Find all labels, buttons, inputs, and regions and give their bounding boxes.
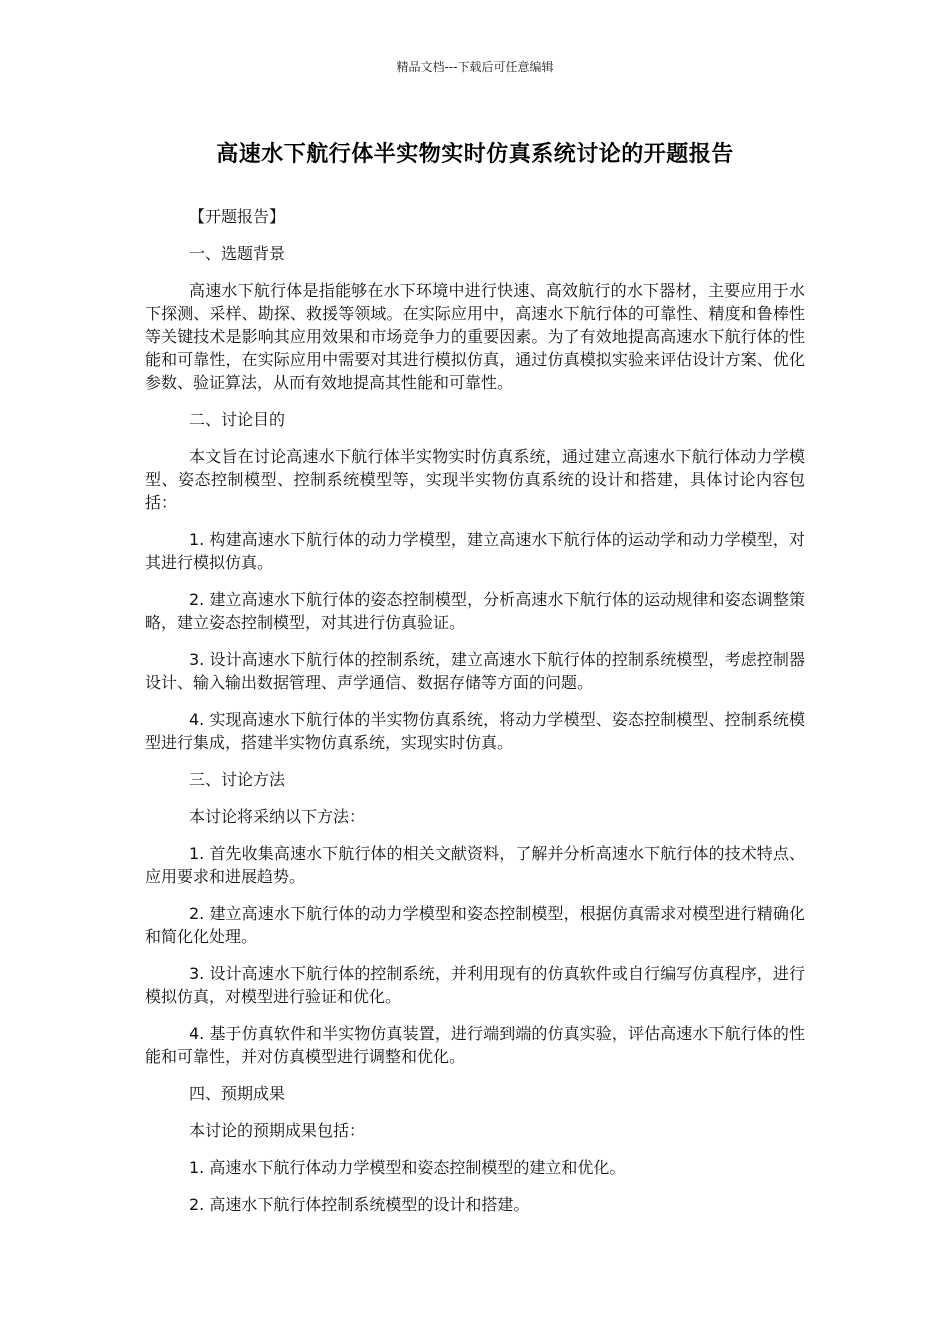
method-item-2: 2. 建立高速水下航行体的动力学模型和姿态控制模型，根据仿真需求对模型进行精确化和简化化处理。 — [145, 904, 805, 946]
results-item-1: 1. 高速水下航行体动力学模型和姿态控制模型的建立和优化。 — [189, 1158, 626, 1177]
section-heading-results: 四、预期成果 — [189, 1084, 286, 1103]
section-heading-method: 三、讨论方法 — [189, 770, 286, 789]
document-title: 高速水下航行体半实物实时仿真系统讨论的开题报告 — [216, 142, 734, 167]
purpose-item-2: 2. 建立高速水下航行体的姿态控制模型，分析高速水下航行体的运动规律和姿态调整策略，建立姿态控制模型，对其进行仿真验证。 — [145, 590, 805, 632]
document-body — [145, 205, 805, 1216]
purpose-item-1: 1. 构建高速水下航行体的动力学模型，建立高速水下航行体的运动学和动力学模型，对其进行模拟仿真。 — [145, 530, 805, 572]
purpose-item-4: 4. 实现高速水下航行体的半实物仿真系统，将动力学模型、姿态控制模型、控制系统模型进行集成，搭建半实物仿真系统，实现实时仿真。 — [145, 710, 805, 752]
section-heading-purpose: 二、讨论目的 — [189, 410, 286, 429]
method-intro: 本讨论将采纳以下方法： — [189, 807, 366, 826]
results-item-2: 2. 高速水下航行体控制系统模型的设计和搭建。 — [189, 1195, 530, 1214]
method-item-1: 1. 首先收集高速水下航行体的相关文献资料，了解并分析高速水下航行体的技术特点、应用要求和进展趋势。 — [145, 844, 805, 886]
purpose-paragraph: 本文旨在讨论高速水下航行体半实物实时仿真系统，通过建立高速水下航行体动力学模型、姿态控制模型、控制系统模型等，实现半实物仿真系统的设计和搭建，具体讨论内容包括： — [145, 447, 805, 512]
section-heading-background: 一、选题背景 — [189, 244, 286, 263]
method-item-4: 4. 基于仿真软件和半实物仿真装置，进行端到端的仿真实验，评估高速水下航行体的性能和可靠性，并对仿真模型进行调整和优化。 — [145, 1024, 805, 1066]
method-item-3: 3. 设计高速水下航行体的控制系统，并利用现有的仿真软件或自行编写仿真程序，进行模拟仿真，对模型进行验证和优化。 — [145, 964, 805, 1006]
section-label: 【开题报告】 — [189, 207, 286, 226]
purpose-item-3: 3. 设计高速水下航行体的控制系统，建立高速水下航行体的控制系统模型，考虑控制器设计、输入输出数据管理、声学通信、数据存储等方面的问题。 — [145, 650, 805, 692]
results-intro: 本讨论的预期成果包括： — [189, 1121, 366, 1140]
page-header: 精品文档---下载后可任意编辑 — [396, 60, 554, 74]
background-paragraph: 高速水下航行体是指能够在水下环境中进行快速、高效航行的水下器材，主要应用于水下探测、采样、勘探、救援等领域。在实际应用中，高速水下航行体的可靠性、精度和鲁棒性等关键技术是影响其应用效果和市场竞争力的重要因素。为了有效地提高高速水下航行体的性能和可靠性，在实际应用中需要对其进行模拟仿真，通过仿真模拟实验来评估设计方案、优化参数、验证算法，从而有效地提高其性能和可靠性。 — [145, 281, 805, 392]
